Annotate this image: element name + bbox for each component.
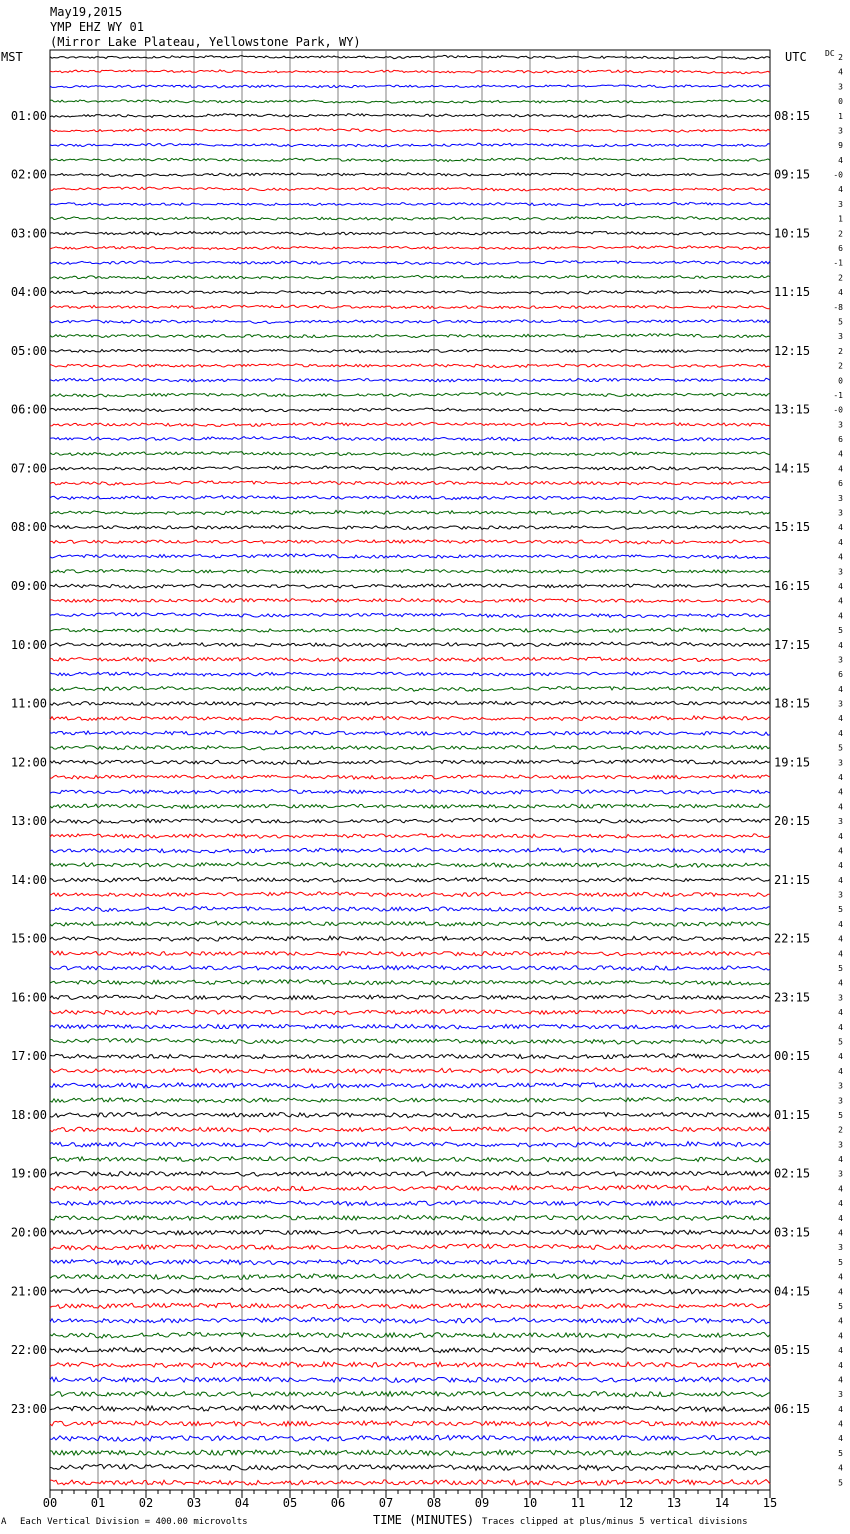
dc-offset: 3 bbox=[838, 493, 843, 503]
trace-57 bbox=[50, 892, 770, 897]
dc-offset: 3 bbox=[838, 655, 843, 665]
trace-21 bbox=[50, 364, 770, 368]
left-hour-label: 04:00 bbox=[10, 285, 47, 300]
left-hour-label: 05:00 bbox=[10, 343, 47, 358]
dc-offset: 4 bbox=[838, 919, 843, 929]
left-hour-label: 19:00 bbox=[10, 1166, 47, 1181]
left-hour-label: 21:00 bbox=[10, 1284, 47, 1299]
dc-offset: 6 bbox=[838, 670, 843, 680]
dc-offset: 4 bbox=[838, 802, 843, 812]
dc-offset: 2 bbox=[838, 53, 843, 62]
dc-offset: 5 bbox=[838, 964, 843, 974]
trace-76 bbox=[50, 1171, 770, 1176]
dc-offset: 4 bbox=[838, 1213, 843, 1223]
right-hour-label: 03:15 bbox=[774, 1225, 811, 1240]
dc-offset: 4 bbox=[838, 861, 843, 871]
right-hour-label: 06:15 bbox=[774, 1401, 811, 1416]
dc-offset: 3 bbox=[838, 699, 843, 709]
x-tick-label: 01 bbox=[90, 1496, 106, 1510]
trace-79 bbox=[50, 1215, 770, 1220]
trace-81 bbox=[50, 1244, 770, 1250]
dc-offset: -1 bbox=[833, 390, 843, 400]
dc-offset: 2 bbox=[838, 229, 843, 239]
dc-offset: 4 bbox=[838, 949, 843, 959]
dc-offset: 3 bbox=[838, 758, 843, 768]
right-hour-label: 21:15 bbox=[774, 872, 811, 887]
dc-offset: 4 bbox=[838, 596, 843, 606]
dc-offset: 2 bbox=[838, 361, 843, 371]
trace-38 bbox=[50, 613, 770, 618]
right-timezone-label: UTC bbox=[785, 50, 807, 64]
trace-26 bbox=[50, 437, 770, 441]
trace-75 bbox=[50, 1157, 770, 1162]
x-axis bbox=[43, 1490, 777, 1510]
x-tick-label: 07 bbox=[378, 1496, 394, 1510]
trace-5 bbox=[50, 128, 770, 132]
trace-53 bbox=[50, 834, 770, 838]
trace-83 bbox=[50, 1274, 770, 1279]
trace-1 bbox=[50, 70, 770, 74]
dc-offset: 3 bbox=[838, 1243, 843, 1253]
trace-17 bbox=[50, 305, 770, 309]
dc-offset: 5 bbox=[838, 1037, 843, 1047]
dc-label: DC bbox=[825, 49, 835, 58]
minute-grid bbox=[98, 50, 722, 1490]
dc-offset: 3 bbox=[838, 1169, 843, 1179]
trace-59 bbox=[50, 921, 770, 926]
trace-94 bbox=[50, 1435, 770, 1441]
trace-29 bbox=[50, 481, 770, 485]
x-tick-label: 13 bbox=[666, 1496, 682, 1510]
trace-23 bbox=[50, 393, 770, 397]
dc-offset: 5 bbox=[838, 1301, 843, 1311]
trace-44 bbox=[50, 701, 770, 705]
right-hour-label: 15:15 bbox=[774, 520, 811, 535]
dc-offset: -1 bbox=[833, 258, 843, 268]
dc-offset: 4 bbox=[838, 155, 843, 165]
right-hour-label: 19:15 bbox=[774, 755, 811, 770]
trace-67 bbox=[50, 1039, 770, 1045]
trace-43 bbox=[50, 687, 770, 692]
trace-49 bbox=[50, 775, 770, 779]
trace-84 bbox=[50, 1288, 770, 1294]
trace-92 bbox=[50, 1405, 770, 1411]
trace-96 bbox=[50, 1464, 770, 1470]
right-hour-label: 11:15 bbox=[774, 285, 811, 300]
dc-offset: 9 bbox=[838, 141, 843, 151]
dc-offset: 4 bbox=[838, 1184, 843, 1194]
trace-40 bbox=[50, 642, 770, 647]
dc-offset: 0 bbox=[838, 376, 843, 386]
dc-offset: 5 bbox=[838, 317, 843, 327]
trace-25 bbox=[50, 422, 770, 426]
trace-80 bbox=[50, 1230, 770, 1235]
trace-73 bbox=[50, 1127, 770, 1132]
dc-offset: 3 bbox=[838, 1390, 843, 1400]
trace-4 bbox=[50, 114, 770, 118]
dc-offset: 4 bbox=[838, 464, 843, 474]
trace-58 bbox=[50, 907, 770, 912]
dc-offset: 4 bbox=[838, 1008, 843, 1018]
trace-0 bbox=[50, 55, 770, 59]
location-label: (Mirror Lake Plateau, Yellowstone Park, WY) bbox=[50, 35, 361, 49]
trace-86 bbox=[50, 1318, 770, 1324]
dc-offset: -8 bbox=[833, 302, 843, 312]
trace-39 bbox=[50, 628, 770, 632]
trace-50 bbox=[50, 790, 770, 795]
trace-12 bbox=[50, 231, 770, 235]
dc-offset: 4 bbox=[838, 1404, 843, 1414]
trace-42 bbox=[50, 672, 770, 677]
dc-offset: 4 bbox=[838, 1052, 843, 1062]
trace-33 bbox=[50, 540, 770, 544]
trace-18 bbox=[50, 320, 770, 324]
right-hour-label: 22:15 bbox=[774, 931, 811, 946]
trace-88 bbox=[50, 1347, 770, 1353]
x-tick-label: 11 bbox=[570, 1496, 586, 1510]
right-hour-label: 05:15 bbox=[774, 1343, 811, 1358]
trace-55 bbox=[50, 862, 770, 867]
trace-14 bbox=[50, 261, 770, 265]
right-hour-label: 09:15 bbox=[774, 167, 811, 182]
dc-offset-group bbox=[833, 53, 843, 1487]
trace-37 bbox=[50, 598, 770, 602]
trace-77 bbox=[50, 1185, 770, 1191]
scale-note: Each Vertical Division = 400.00 microvolts bbox=[20, 1517, 248, 1527]
trace-93 bbox=[50, 1421, 770, 1426]
left-hour-label: 11:00 bbox=[10, 696, 47, 711]
left-hour-label: 07:00 bbox=[10, 461, 47, 476]
right-hour-label: 16:15 bbox=[774, 578, 811, 593]
left-hour-label: 15:00 bbox=[10, 931, 47, 946]
left-hour-label: 03:00 bbox=[10, 226, 47, 241]
dc-offset: 4 bbox=[838, 846, 843, 856]
left-hour-label: 20:00 bbox=[10, 1225, 47, 1240]
dc-offset: 5 bbox=[838, 1448, 843, 1458]
dc-offset: 2 bbox=[838, 346, 843, 356]
dc-offset: 4 bbox=[838, 1066, 843, 1076]
dc-offset: 4 bbox=[838, 1199, 843, 1209]
trace-74 bbox=[50, 1142, 770, 1147]
left-hour-label: 10:00 bbox=[10, 637, 47, 652]
dc-offset: 2 bbox=[838, 273, 843, 283]
right-hour-label: 02:15 bbox=[774, 1166, 811, 1181]
dc-offset: 3 bbox=[838, 817, 843, 827]
trace-13 bbox=[50, 246, 770, 250]
trace-31 bbox=[50, 510, 770, 514]
dc-offset: 3 bbox=[838, 567, 843, 577]
dc-offset: 3 bbox=[838, 1096, 843, 1106]
right-hour-label: 04:15 bbox=[774, 1284, 811, 1299]
dc-offset: 5 bbox=[838, 1110, 843, 1120]
x-tick-label: 15 bbox=[762, 1496, 778, 1510]
dc-offset: 4 bbox=[838, 1375, 843, 1385]
left-timezone-label: MST bbox=[1, 50, 23, 64]
left-hour-label: 06:00 bbox=[10, 402, 47, 417]
left-hour-label: 18:00 bbox=[10, 1107, 47, 1122]
right-hour-label: 17:15 bbox=[774, 637, 811, 652]
trace-52 bbox=[50, 818, 770, 823]
trace-27 bbox=[50, 452, 770, 456]
dc-offset: 4 bbox=[838, 1434, 843, 1444]
dc-offset: 4 bbox=[838, 1272, 843, 1282]
dc-offset: 1 bbox=[838, 111, 843, 121]
trace-34 bbox=[50, 554, 770, 559]
dc-offset: 5 bbox=[838, 743, 843, 753]
dc-offset: 4 bbox=[838, 773, 843, 782]
date-label: May19,2015 bbox=[50, 5, 123, 19]
dc-offset: 5 bbox=[838, 1257, 843, 1267]
right-hour-label: 12:15 bbox=[774, 343, 811, 358]
trace-91 bbox=[50, 1391, 770, 1397]
left-hour-label: 22:00 bbox=[10, 1343, 47, 1358]
right-hour-label: 08:15 bbox=[774, 108, 811, 123]
trace-56 bbox=[50, 877, 770, 882]
dc-offset: 4 bbox=[838, 1228, 843, 1238]
dc-offset: 4 bbox=[838, 537, 843, 547]
trace-78 bbox=[50, 1201, 770, 1206]
dc-offset: 3 bbox=[838, 890, 843, 900]
dc-offset: 5 bbox=[838, 905, 843, 915]
trace-89 bbox=[50, 1362, 770, 1368]
x-tick-label: 08 bbox=[426, 1496, 442, 1510]
trace-8 bbox=[50, 173, 770, 177]
dc-offset: 4 bbox=[838, 875, 843, 885]
dc-offset: 3 bbox=[838, 199, 843, 209]
dc-offset: 4 bbox=[838, 787, 843, 797]
trace-68 bbox=[50, 1054, 770, 1059]
trace-63 bbox=[50, 980, 770, 986]
dc-offset: 4 bbox=[838, 611, 843, 621]
trace-41 bbox=[50, 657, 770, 661]
dc-offset: 4 bbox=[838, 449, 843, 459]
dc-offset: 5 bbox=[838, 626, 843, 636]
corner-mark: A bbox=[1, 1517, 7, 1527]
dc-offset: 2 bbox=[838, 1125, 843, 1135]
trace-97 bbox=[50, 1479, 770, 1485]
dc-offset: 3 bbox=[838, 82, 843, 92]
dc-offset: 6 bbox=[838, 244, 843, 254]
dc-offset: 4 bbox=[838, 640, 843, 650]
dc-offset: 3 bbox=[838, 1081, 843, 1091]
x-tick-label: 04 bbox=[234, 1496, 250, 1510]
left-hour-label: 17:00 bbox=[10, 1049, 47, 1064]
dc-offset: 4 bbox=[838, 552, 843, 562]
x-tick-label: 05 bbox=[282, 1496, 298, 1510]
trace-48 bbox=[50, 759, 770, 764]
dc-offset: 4 bbox=[838, 185, 843, 195]
trace-51 bbox=[50, 804, 770, 808]
right-hour-label: 10:15 bbox=[774, 226, 811, 241]
right-hour-label: 13:15 bbox=[774, 402, 811, 417]
left-hour-label: 12:00 bbox=[10, 755, 47, 770]
trace-87 bbox=[50, 1332, 770, 1338]
trace-7 bbox=[50, 158, 770, 162]
dc-offset: 4 bbox=[838, 1346, 843, 1356]
x-tick-label: 09 bbox=[474, 1496, 490, 1510]
trace-61 bbox=[50, 951, 770, 956]
trace-90 bbox=[50, 1377, 770, 1382]
trace-3 bbox=[50, 100, 770, 103]
trace-36 bbox=[50, 584, 770, 588]
dc-offset: 4 bbox=[838, 684, 843, 694]
right-hour-label: 00:15 bbox=[774, 1049, 811, 1064]
dc-offset: 4 bbox=[838, 934, 843, 944]
dc-offset: 4 bbox=[838, 978, 843, 988]
dc-offset: 4 bbox=[838, 1463, 843, 1473]
dc-offset: 4 bbox=[838, 1419, 843, 1429]
trace-6 bbox=[50, 143, 770, 147]
right-hour-label: 23:15 bbox=[774, 990, 811, 1005]
trace-66 bbox=[50, 1024, 770, 1029]
station-label: YMP EHZ WY 01 bbox=[50, 20, 144, 34]
dc-offset: 6 bbox=[838, 479, 843, 489]
dc-offset: 4 bbox=[838, 1155, 843, 1165]
trace-62 bbox=[50, 966, 770, 971]
left-hour-label: 23:00 bbox=[10, 1401, 47, 1416]
left-hour-label: 13:00 bbox=[10, 814, 47, 829]
dc-offset: 4 bbox=[838, 831, 843, 841]
dc-offset: -0 bbox=[833, 405, 843, 415]
left-hour-label: 02:00 bbox=[10, 167, 47, 182]
left-hour-label: 01:00 bbox=[10, 108, 47, 123]
trace-2 bbox=[50, 85, 770, 88]
trace-71 bbox=[50, 1097, 770, 1102]
trace-group bbox=[50, 55, 770, 1485]
left-hour-label: 09:00 bbox=[10, 578, 47, 593]
dc-offset: 4 bbox=[838, 1331, 843, 1341]
trace-82 bbox=[50, 1260, 770, 1265]
right-hour-label: 14:15 bbox=[774, 461, 811, 476]
hour-label-group bbox=[11, 109, 810, 1416]
dc-offset: 4 bbox=[838, 67, 843, 77]
x-axis-title: TIME (MINUTES) bbox=[373, 1513, 475, 1527]
dc-offset: 3 bbox=[838, 1140, 843, 1150]
x-tick-label: 02 bbox=[138, 1496, 154, 1510]
dc-offset: 4 bbox=[838, 1316, 843, 1326]
trace-20 bbox=[50, 349, 770, 353]
left-hour-label: 16:00 bbox=[10, 990, 47, 1005]
trace-46 bbox=[50, 731, 770, 736]
trace-64 bbox=[50, 995, 770, 1000]
dc-offset: 4 bbox=[838, 523, 843, 533]
trace-60 bbox=[50, 936, 770, 941]
trace-35 bbox=[50, 569, 770, 573]
x-tick-label: 03 bbox=[186, 1496, 202, 1510]
trace-54 bbox=[50, 848, 770, 853]
trace-22 bbox=[50, 378, 770, 382]
x-tick-label: 12 bbox=[618, 1496, 634, 1510]
trace-69 bbox=[50, 1068, 770, 1073]
trace-16 bbox=[50, 290, 770, 294]
dc-offset: 4 bbox=[838, 1022, 843, 1032]
x-tick-label: 10 bbox=[522, 1496, 538, 1510]
left-hour-label: 08:00 bbox=[10, 520, 47, 535]
trace-32 bbox=[50, 526, 770, 530]
trace-19 bbox=[50, 334, 770, 338]
trace-45 bbox=[50, 716, 770, 721]
trace-47 bbox=[50, 746, 770, 750]
dc-offset: 4 bbox=[838, 714, 843, 724]
dc-offset: 5 bbox=[838, 1478, 843, 1488]
dc-offset: 3 bbox=[838, 993, 843, 1003]
dc-offset: 4 bbox=[838, 1287, 843, 1297]
x-tick-label: 00 bbox=[42, 1496, 58, 1510]
trace-15 bbox=[50, 275, 770, 279]
trace-11 bbox=[50, 216, 770, 220]
right-hour-label: 18:15 bbox=[774, 696, 811, 711]
dc-offset: -0 bbox=[833, 170, 843, 180]
trace-65 bbox=[50, 1010, 770, 1015]
clip-note: Traces clipped at plus/minus 5 vertical divisions bbox=[482, 1517, 748, 1527]
trace-85 bbox=[50, 1303, 770, 1309]
dc-offset: 4 bbox=[838, 581, 843, 591]
trace-95 bbox=[50, 1450, 770, 1456]
trace-30 bbox=[50, 496, 770, 500]
right-hour-label: 20:15 bbox=[774, 814, 811, 829]
dc-offset: 1 bbox=[838, 214, 843, 224]
right-hour-label: 01:15 bbox=[774, 1107, 811, 1122]
dc-offset: 3 bbox=[838, 126, 843, 136]
trace-24 bbox=[50, 408, 770, 412]
left-hour-label: 14:00 bbox=[10, 872, 47, 887]
trace-10 bbox=[50, 202, 770, 206]
trace-72 bbox=[50, 1112, 770, 1118]
x-tick-label: 06 bbox=[330, 1496, 346, 1510]
dc-offset: 4 bbox=[838, 728, 843, 738]
dc-offset: 3 bbox=[838, 420, 843, 430]
trace-9 bbox=[50, 187, 770, 191]
trace-70 bbox=[50, 1083, 770, 1088]
dc-offset: 3 bbox=[838, 508, 843, 518]
dc-offset: 0 bbox=[838, 97, 843, 107]
x-tick-label: 14 bbox=[714, 1496, 730, 1510]
dc-offset: 6 bbox=[838, 435, 843, 445]
dc-offset: 4 bbox=[838, 288, 843, 298]
dc-offset: 4 bbox=[838, 1360, 843, 1370]
trace-28 bbox=[50, 466, 770, 470]
dc-offset: 3 bbox=[838, 332, 843, 342]
